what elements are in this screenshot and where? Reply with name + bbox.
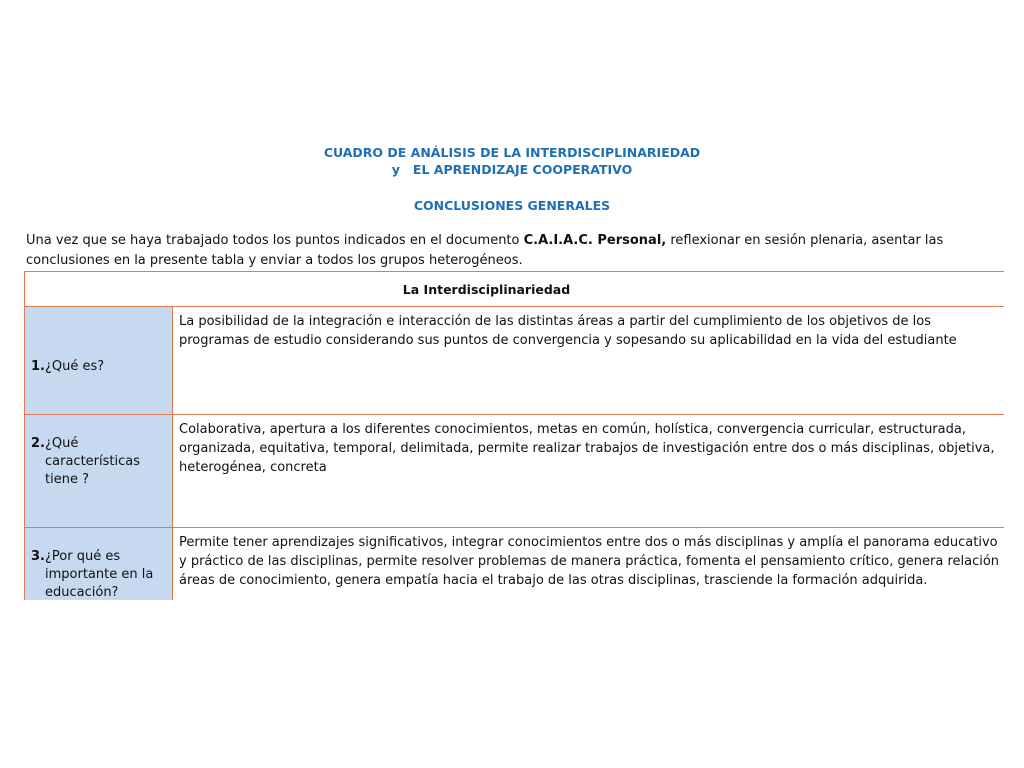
question-number: 3. — [31, 549, 45, 564]
table-row — [25, 528, 1005, 601]
document-title-block — [0, 144, 1024, 214]
table-row — [25, 415, 1005, 528]
answer-cell — [173, 415, 1005, 528]
table-header: La Interdisciplinariedad — [25, 272, 1005, 307]
answer-line: y práctico de las disciplinas, permite resolver problemas de manera práctica, fomenta el pensamiento crítico, genera relación — [179, 554, 1000, 569]
intro-paragraph — [26, 231, 996, 271]
question-cell — [25, 307, 173, 415]
table-row — [25, 307, 1005, 415]
intro-line2: conclusiones en la presente tabla y enviar a todos los grupos heterogéneos. — [26, 253, 523, 268]
intro-text-bold: C.A.I.A.C. Personal, — [523, 233, 667, 248]
intro-text-part1: Una vez que se haya trabajado todos los puntos indicados en el documento — [26, 233, 524, 248]
answer-line: programas de estudio considerando sus puntos de convergencia y sopesando su aplicabilidad en la vida del estudiante — [179, 333, 957, 348]
answer-cell — [173, 307, 1005, 415]
answer-line: organizada, equitativa, temporal, delimitada, permite realizar trabajos de investigación entre dos o más disciplinas, objetiva, — [179, 441, 995, 456]
document-subtitle: CONCLUSIONES GENERALES — [413, 198, 611, 213]
intro-text-part2: reflexionar en sesión plenaria, asentar las — [666, 233, 944, 248]
intro-line1 — [26, 231, 996, 251]
document-title-line2: y EL APRENDIZAJE COOPERATIVO — [391, 162, 633, 177]
document-title-line1: CUADRO DE ANÁLISIS DE LA INTERDISCIPLINARIEDAD — [323, 145, 701, 160]
conclusions-table — [24, 271, 1004, 600]
question-number: 1. — [31, 358, 45, 374]
question-number: 2. — [31, 436, 45, 451]
question-text: ¿Qué características tiene ? — [45, 436, 140, 487]
question-cell — [25, 528, 173, 601]
answer-line: heterogénea, concreta — [179, 460, 327, 475]
question-text: ¿Por qué es importante en la educación? — [45, 549, 154, 600]
answer-line: La posibilidad de la integración e interacción de las distintas áreas a partir del cumplimiento de los objetivos de los — [179, 314, 931, 329]
question-cell — [25, 415, 173, 528]
answer-line: Colaborativa, apertura a los diferentes conocimientos, metas en común, holística, convergencia curricular, estructurada, — [179, 422, 966, 437]
answer-line: áreas de conocimiento, genera empatía hacia el trabajo de las otras disciplinas, trasciende la formación adquirida. — [179, 573, 928, 588]
question-text: ¿Qué es? — [45, 358, 105, 374]
answer-line: Permite tener aprendizajes significativos, integrar conocimientos entre dos o más disciplinas y amplía el panorama educativo — [179, 535, 998, 550]
conclusions-table-container — [24, 271, 1004, 600]
answer-cell — [173, 528, 1005, 601]
